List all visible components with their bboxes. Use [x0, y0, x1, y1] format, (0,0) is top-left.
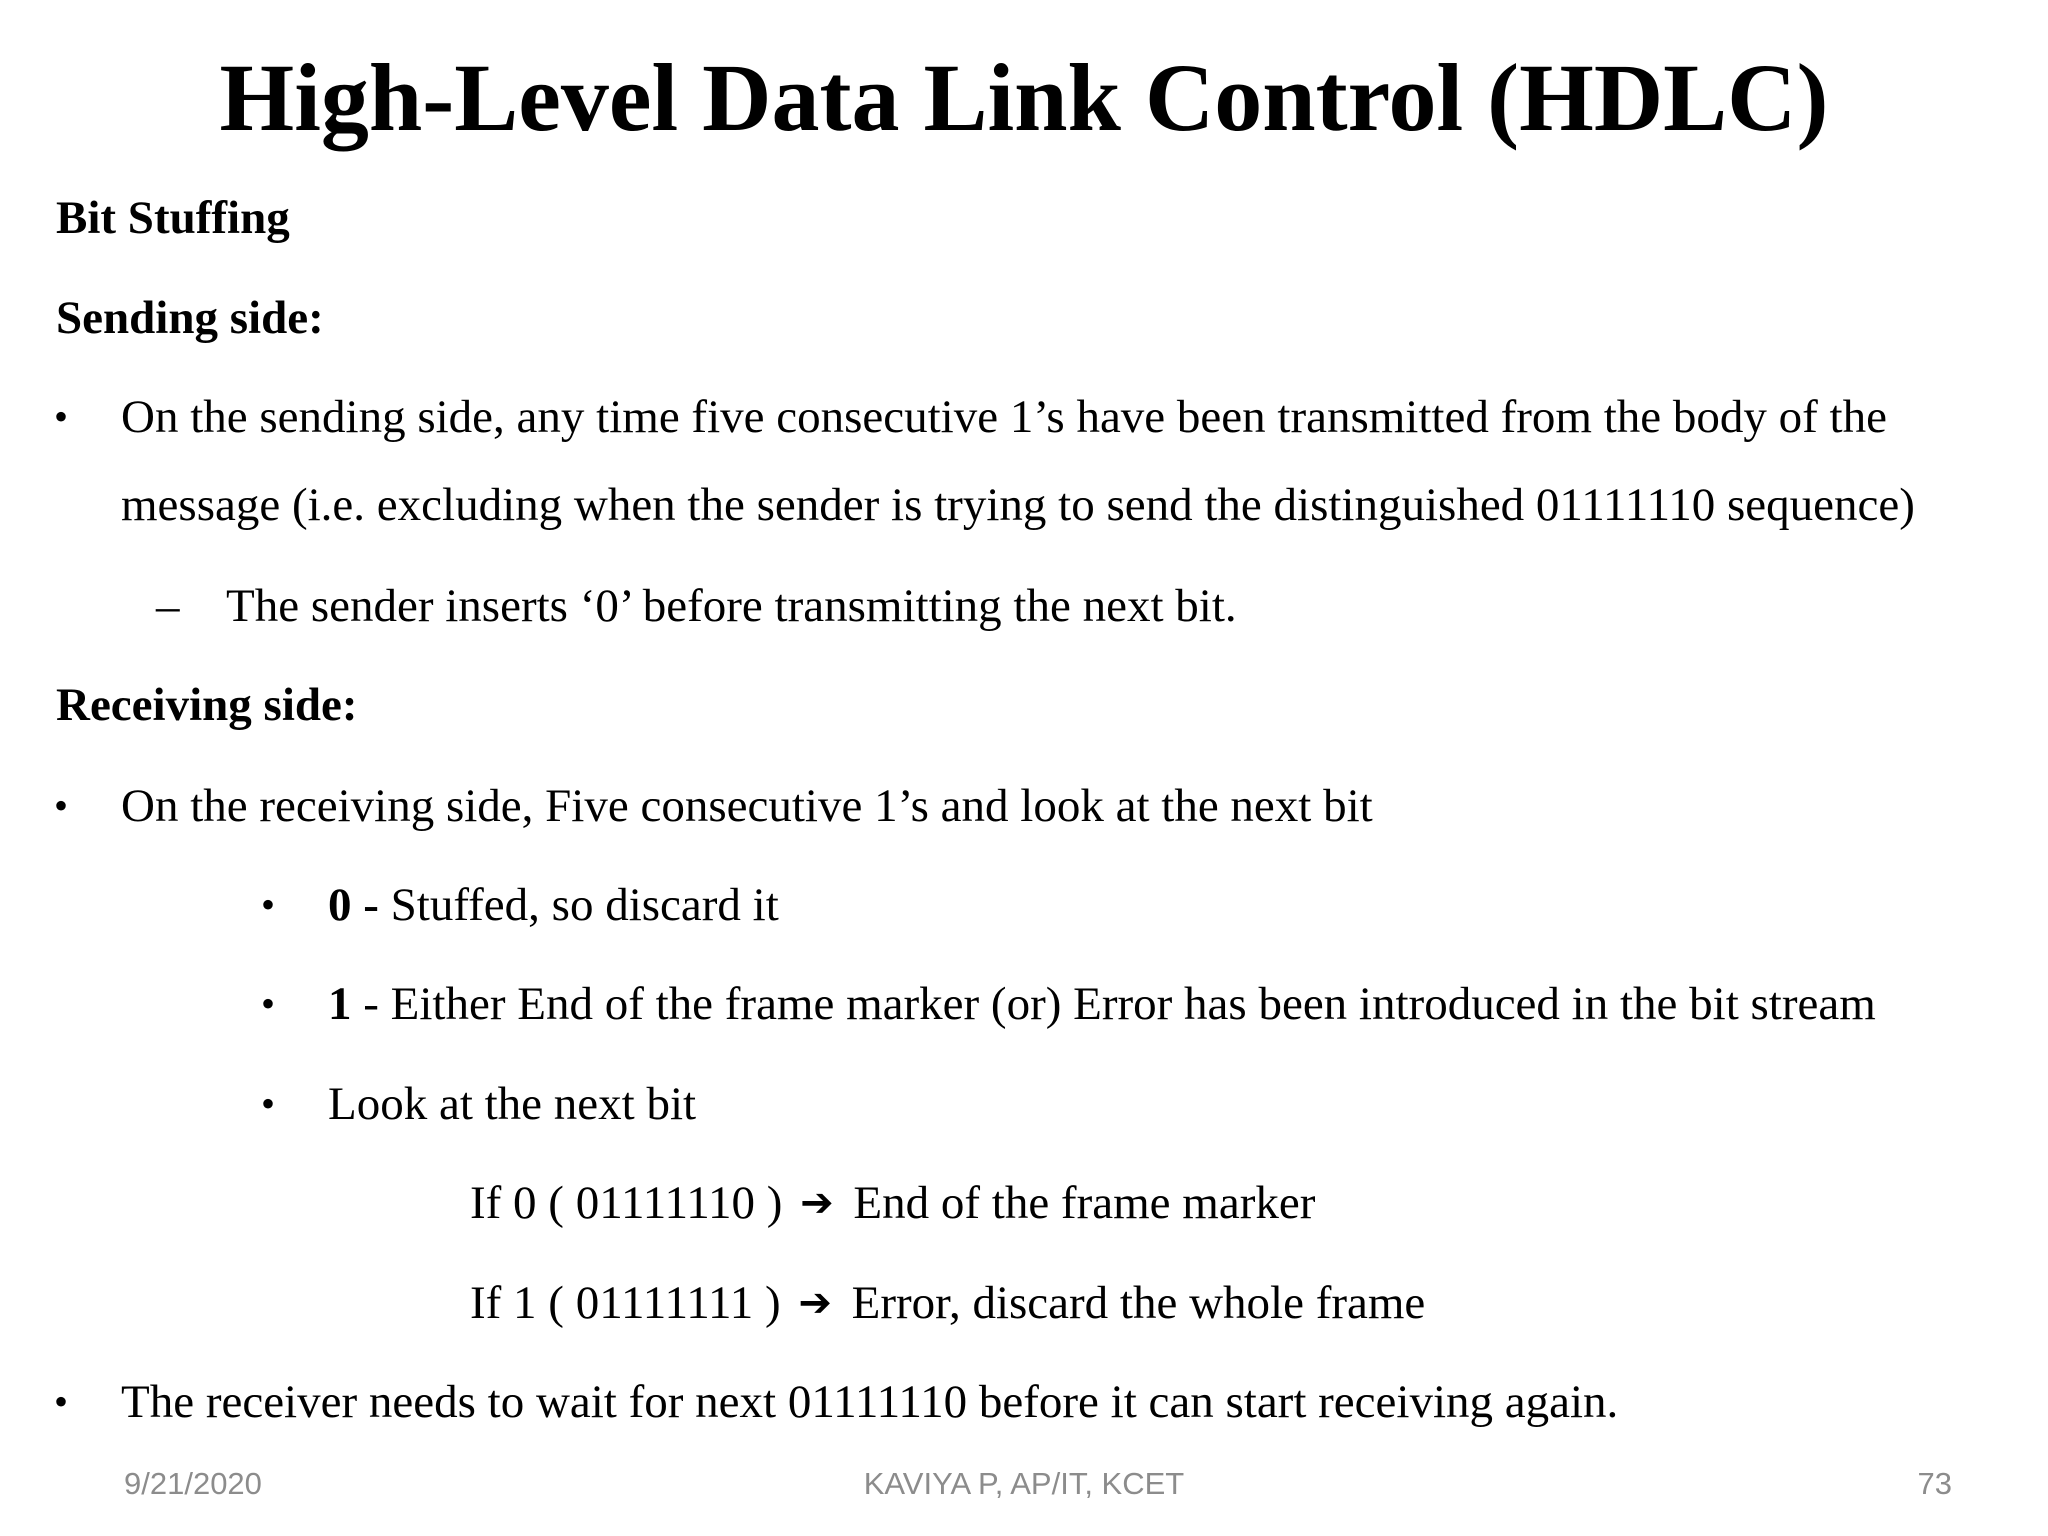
- bullet-icon: •: [54, 394, 69, 439]
- receiving-sub-item-2: Look at the next bit: [328, 1078, 697, 1130]
- case-condition: If 1 ( 01111111 ): [470, 1277, 781, 1329]
- bullet-icon: •: [54, 783, 69, 828]
- bullet-icon: •: [261, 1081, 276, 1126]
- footer-page-number: 73: [1917, 1466, 1952, 1501]
- slide-title: High-Level Data Link Control (HDLC): [219, 44, 1829, 151]
- sending-sub-item: The sender inserts ‘0’ before transmitting the next bit.: [226, 580, 1237, 632]
- receiving-bullet: On the receiving side, Five consecutive 1’s and look at the next bit: [121, 780, 1373, 832]
- right-arrow-icon: ➔: [798, 1280, 832, 1326]
- footer-author: KAVIYA P, AP/IT, KCET: [863, 1466, 1185, 1501]
- receiving-sub-item-0: [328, 877, 779, 933]
- sending-bullet-line-2: message (i.e. excluding when the sender is trying to send the distinguished 01111110 sequence): [121, 479, 1915, 531]
- sub-item-text: - Either End of the frame marker (or) Error has been introduced in the bit stream: [351, 978, 1876, 1030]
- sub-item-bold: 1: [328, 978, 352, 1030]
- case-condition: If 0 ( 01111110 ): [470, 1177, 783, 1229]
- case-end-of-frame: [470, 1175, 1315, 1231]
- final-bullet: The receiver needs to wait for next 01111110 before it can start receiving again.: [121, 1376, 1619, 1428]
- footer-date: 9/21/2020: [124, 1466, 262, 1501]
- sending-bullet-line-1: On the sending side, any time five consecutive 1’s have been transmitted from the body of the: [121, 391, 1887, 443]
- case-error: [470, 1275, 1425, 1331]
- bit-stuffing-heading: Bit Stuffing: [56, 192, 290, 244]
- sending-side-heading: Sending side:: [56, 292, 324, 344]
- case-result: Error, discard the whole frame: [851, 1277, 1426, 1329]
- right-arrow-icon: ➔: [800, 1180, 834, 1226]
- sub-item-bold: 0 -: [328, 879, 379, 931]
- receiving-side-heading: Receiving side:: [56, 679, 358, 731]
- sub-item-text: Stuffed, so discard it: [378, 879, 779, 931]
- bullet-icon: •: [261, 981, 276, 1026]
- case-result: End of the frame marker: [853, 1177, 1316, 1229]
- bullet-icon: •: [261, 882, 276, 927]
- bullet-icon: •: [54, 1379, 69, 1424]
- dash-icon: –: [156, 580, 180, 632]
- receiving-sub-item-1: [328, 976, 1876, 1032]
